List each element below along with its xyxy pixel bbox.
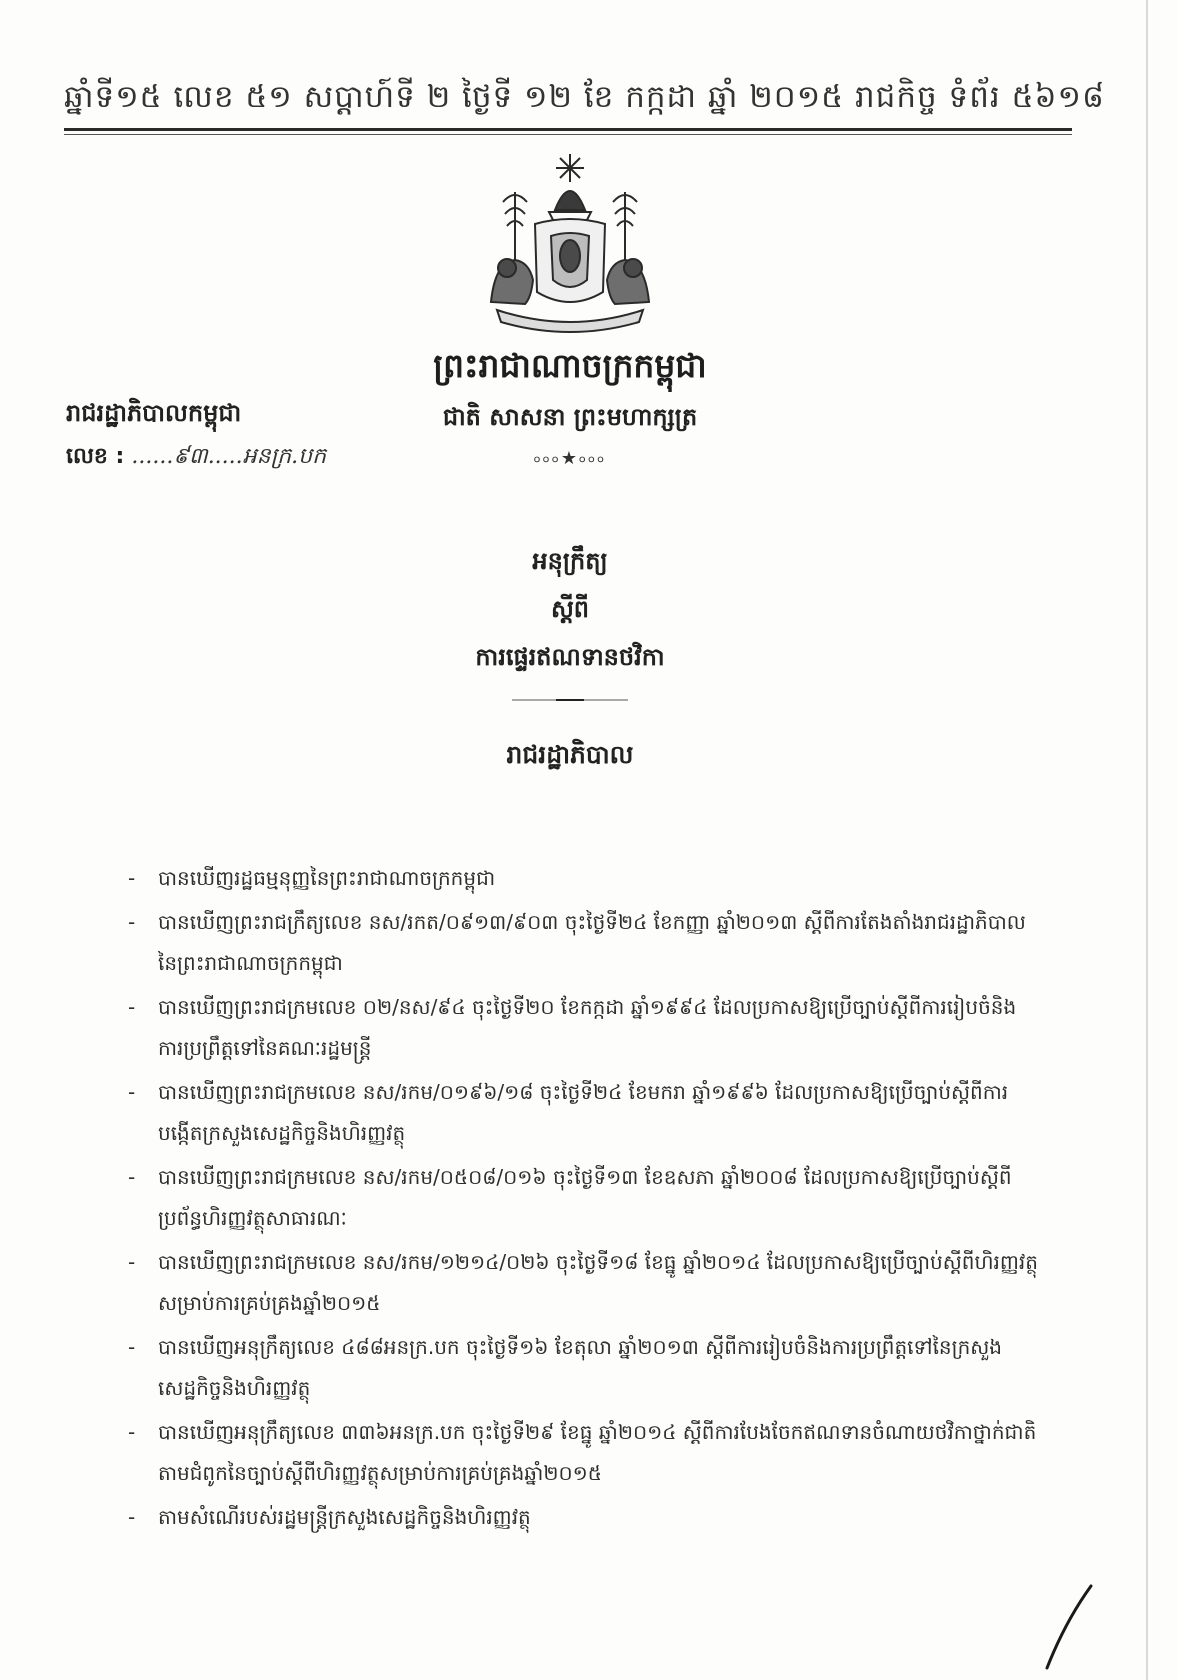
- consideration-item: [128, 1412, 1040, 1494]
- consideration-text: បានឃើញព្រះរាជក្រមលេខ នស/រកម/១២១៤/០២៦ ចុះថ្ងៃទី១៨ ខែធ្នូ ឆ្នាំ២០១៤ ដែលប្រកាសឱ្យប្រើច្បាប់ស្តីពីហិរញ្ញវត្ថុសម្រាប់ការគ្រប់គ្រងឆ្នាំ២០១៥: [158, 1250, 1038, 1315]
- list-dash: -: [128, 910, 136, 934]
- consideration-text: បានឃើញព្រះរាជក្រឹត្យលេខ នស/រកត/០៩១៣/៩០៣ ចុះថ្ងៃទី២៤ ខែកញ្ញា ឆ្នាំ២០១៣ ស្តីពីការតែងតាំងរាជរដ្ឋាភិបាលនៃព្រះរាជាណាចក្រកម្ពុជា: [158, 910, 1026, 975]
- consideration-item: [128, 1327, 1040, 1409]
- list-dash: -: [128, 1165, 136, 1189]
- motto-ornament: ৹৹৹★৹৹৹: [533, 448, 607, 469]
- lion-left-icon: [491, 259, 533, 304]
- reference-label: លេខ :: [66, 444, 125, 469]
- consideration-text: បានឃើញអនុក្រឹត្យលេខ ៤៨៨អនក្រ.បក ចុះថ្ងៃទី១៦ ខែតុលា ឆ្នាំ២០១៣ ស្តីពីការរៀបចំនិងការប្រព្រឹត្តទៅនៃក្រសួងសេដ្ឋកិច្ចនិងហិរញ្ញវត្ថុ: [158, 1335, 1003, 1400]
- kingdom-title: ព្រះរាជាណាចក្រកម្ពុជា: [433, 346, 707, 385]
- issuer-name: រាជរដ្ឋាភិបាលកម្ពុជា: [66, 399, 242, 427]
- consideration-item: [128, 987, 1040, 1069]
- scan-edge-line: [1146, 0, 1148, 1680]
- reference-number: [66, 442, 326, 474]
- section-divider: [512, 699, 628, 701]
- consideration-text: បានឃើញព្រះរាជក្រមលេខ នស/រកម/០៥០៨/០១៦ ចុះថ្ងៃទី១៣ ខែឧសភា ឆ្នាំ២០០៨ ដែលប្រកាសឱ្យប្រើច្បាប់ស្តីពីប្រព័ន្ធហិរញ្ញវត្ថុសាធារណៈ: [158, 1165, 1012, 1230]
- document-type: អនុក្រឹត្យ: [532, 547, 608, 575]
- lion-right-icon: [607, 259, 649, 304]
- consideration-text: បានឃើញព្រះរាជក្រមលេខ ០២/នស/៩៤ ចុះថ្ងៃទី២០ ខែកក្កដា ឆ្នាំ១៩៩៤ ដែលប្រកាសឱ្យប្រើច្បាប់ស្តីពីការរៀបចំនិងការប្រព្រឹត្តទៅនៃគណៈរដ្ឋមន្ត្រី: [158, 995, 1017, 1060]
- list-dash: -: [128, 866, 136, 890]
- consideration-text: តាមសំណើរបស់រដ្ឋមន្ត្រីក្រសួងសេដ្ឋកិច្ចនិងហិរញ្ញវត្ថុ: [158, 1505, 531, 1529]
- list-dash: -: [128, 1420, 136, 1444]
- royal-coat-of-arms-icon: [485, 152, 655, 337]
- consideration-item: [128, 1242, 1040, 1324]
- header-rule-thick: [64, 128, 1072, 131]
- document-about: ស្តីពី: [550, 595, 590, 623]
- gazette-header: ឆ្នាំទី១៥ លេខ ៥១ សប្តាហ៍ទី ២ ថ្ងៃទី ១២ ខែ កក្កដា ឆ្នាំ ២០១៥ រាជកិច្ច ទំព័រ ៥៦១៨: [64, 79, 1105, 115]
- consideration-text: បានឃើញព្រះរាជក្រមលេខ នស/រកម/០១៩៦/១៨ ចុះថ្ងៃទី២៤ ខែមករា ឆ្នាំ១៩៩៦ ដែលប្រកាសឱ្យប្រើច្បាប់ស្តីពីការបង្កើតក្រសួងសេដ្ឋកិច្ចនិងហិរញ្ញវត្ថុ: [158, 1080, 1009, 1145]
- document-subject: ការផ្ទេរឥណទានថវិកា: [475, 643, 665, 671]
- list-dash: -: [128, 995, 136, 1019]
- list-dash: -: [128, 1335, 136, 1359]
- list-dash: -: [128, 1080, 136, 1104]
- list-dash: -: [128, 1505, 136, 1529]
- signature-stroke: [1035, 1582, 1095, 1672]
- consideration-item: [128, 902, 1040, 984]
- header-rule-thin: [64, 134, 1072, 135]
- consideration-item: [128, 1497, 1040, 1538]
- consideration-text: បានឃើញអនុក្រឹត្យលេខ ៣៣៦អនក្រ.បក ចុះថ្ងៃទី២៩ ខែធ្នូ ឆ្នាំ២០១៤ ស្តីពីការបែងចែកឥណទានចំណាយថវិកាថ្នាក់ជាតិតាមជំពូកនៃច្បាប់ស្តីពីហិរញ្ញវត្ថុសម្រាប់ការគ្រប់គ្រងឆ្នាំ២០១៥: [158, 1420, 1037, 1485]
- national-motto: ជាតិ សាសនា ព្រះមហាក្សត្រ: [442, 403, 698, 431]
- consideration-text: បានឃើញរដ្ឋធម្មនុញ្ញនៃព្រះរាជាណាចក្រកម្ពុជា: [158, 866, 496, 890]
- issuing-authority: រាជរដ្ឋាភិបាល: [506, 740, 634, 769]
- consideration-item: [128, 858, 1040, 899]
- list-dash: -: [128, 1250, 136, 1274]
- considerations-list: [128, 858, 1040, 1541]
- consideration-item: [128, 1072, 1040, 1154]
- consideration-item: [128, 1157, 1040, 1239]
- crest-star-icon: [556, 154, 584, 182]
- reference-value: ......៩៣.....អនក្រ.បក: [131, 444, 327, 469]
